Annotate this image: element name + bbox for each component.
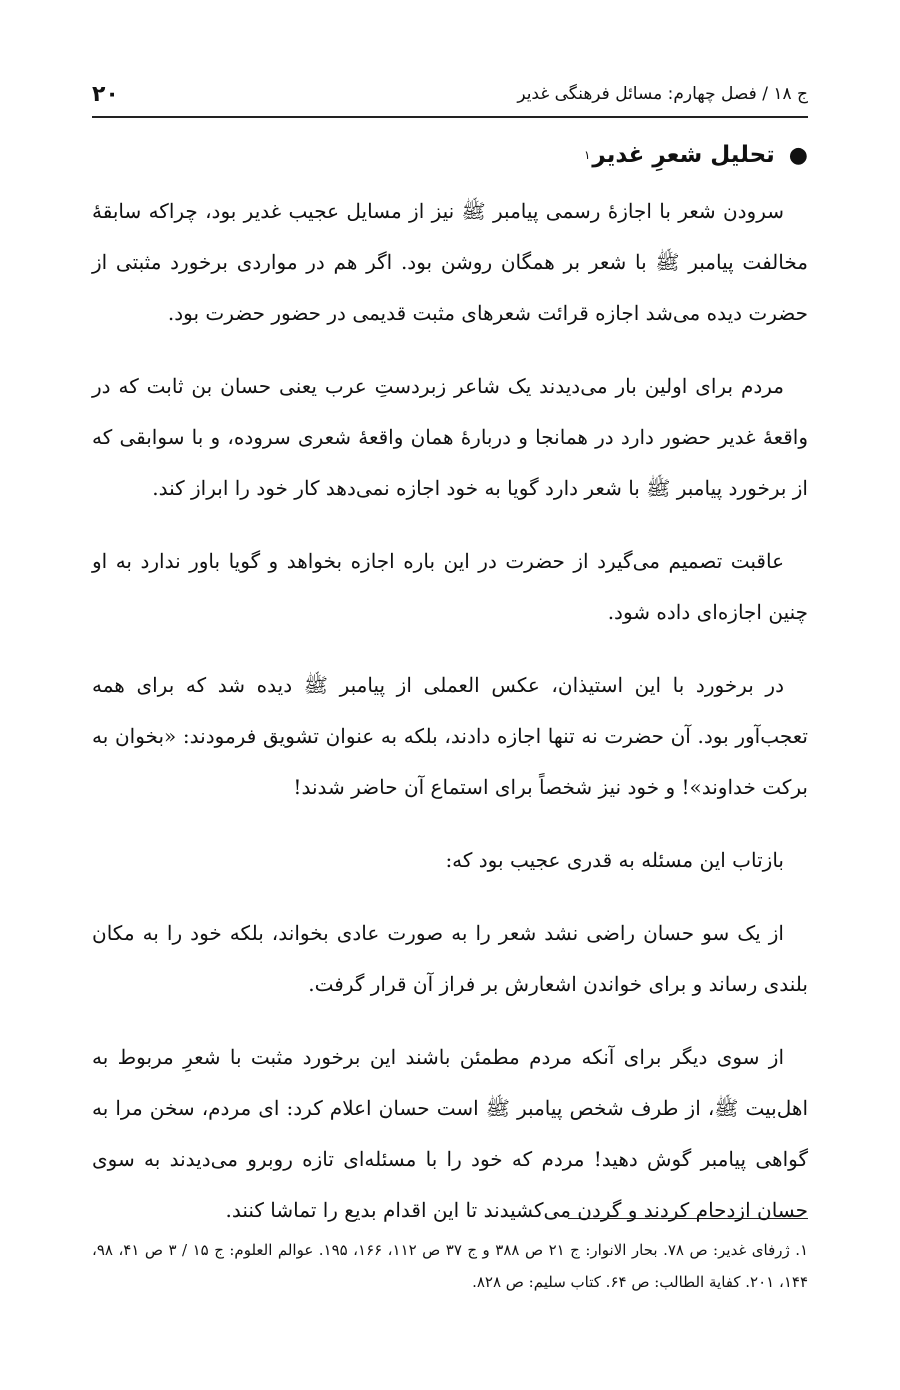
body-text bbox=[92, 186, 808, 1258]
paragraph-7: از سوی دیگر برای آنکه مردم مطمئن باشند این برخورد مثبت با شعرِ مربوط به اهل‌بیت ﷺ، از طرف شخص پیامبر ﷺ است حسان اعلام کرد: ای مردم، سخن مرا به گواهی پیامبر گوش دهید! مردم که خود را با مسئله‌ای تازه روبرو می‌دیدند به سوی حسان ازدحام کردند و گردن می‌کشیدند تا این اقدام بدیع را تماشا کنند. bbox=[92, 1045, 809, 1222]
paragraph-2: مردم برای اولین بار می‌دیدند یک شاعر زبردستِ عرب یعنی حسان بن ثابت که در واقعهٔ غدیر حضور دارد در همانجا و دربارهٔ همان واقعهٔ شعری سروده، و با سوابقی که از برخورد پیامبر ﷺ با شعر دارد گویا به خود اجازه نمی‌دهد کار خود را ابراز کند. bbox=[92, 374, 808, 500]
paragraph-6: از یک سو حسان راضی نشد شعر را به صورت عادی بخواند، بلکه خود را به مکان بلندی رساند و برای خواندن اشعارش بر فراز آن قرار گرفت. bbox=[92, 921, 808, 996]
paragraph-1: سرودن شعر با اجازهٔ رسمی پیامبر ﷺ نیز از مسایل عجیب غدیر بود، چراکه سابقهٔ مخالفت پیامبر ﷺ با شعر بر همگان روشن بود. اگر هم در مواردی برخورد مثبتی از حضرت دیده می‌شد اجازه قرائت شعرهای مثبت قدیمی در حضور حضرت بود. bbox=[92, 199, 808, 325]
footnote-ref: ۱ bbox=[583, 148, 591, 162]
footnote-divider bbox=[568, 1218, 808, 1219]
page-header bbox=[92, 72, 808, 118]
section-heading bbox=[584, 142, 808, 168]
bullet-icon: ● bbox=[788, 142, 808, 168]
paragraph-4: در برخورد با این استیذان، عکس العملی از پیامبر ﷺ دیده شد که برای همه تعجب‌آور بود. آن حضرت نه تنها اجازه دادند، بلکه به عنوان تشویق فرمودند: «بخوان به برکت خداوند»! و خود نیز شخصاً برای استماع آن حاضر شدند! bbox=[92, 673, 808, 799]
paragraph-5: بازتاب این مسئله به قدری عجیب بود که: bbox=[445, 848, 784, 872]
section-title: تحلیل شعرِ غدیر bbox=[592, 142, 775, 168]
running-head: ج ۱۸ / فصل چهارم: مسائل فرهنگی غدیر bbox=[517, 84, 808, 104]
paragraph-3: عاقبت تصمیم می‌گیرد از حضرت در این باره اجازه بخواهد و گویا باور ندارد به او چنین اجازه‌ای داده شود. bbox=[92, 549, 808, 624]
footnote-1: ۱. ژرفای غدیر: ص ۷۸. بحار الانوار: ج ۲۱ ص ۳۸۸ و ج ۳۷ ص ۱۱۲، ۱۶۶، ۱۹۵. عوالم العلوم: ج ۱۵ / ۳ ص ۴۱، ۹۸، ۱۴۴، ۲۰۱. کفایة الطالب: ص ۶۴. کتاب سلیم: ص ۸۲۸. bbox=[92, 1241, 809, 1291]
footnotes bbox=[92, 1220, 808, 1298]
page-number: ۲۰ bbox=[92, 81, 119, 107]
